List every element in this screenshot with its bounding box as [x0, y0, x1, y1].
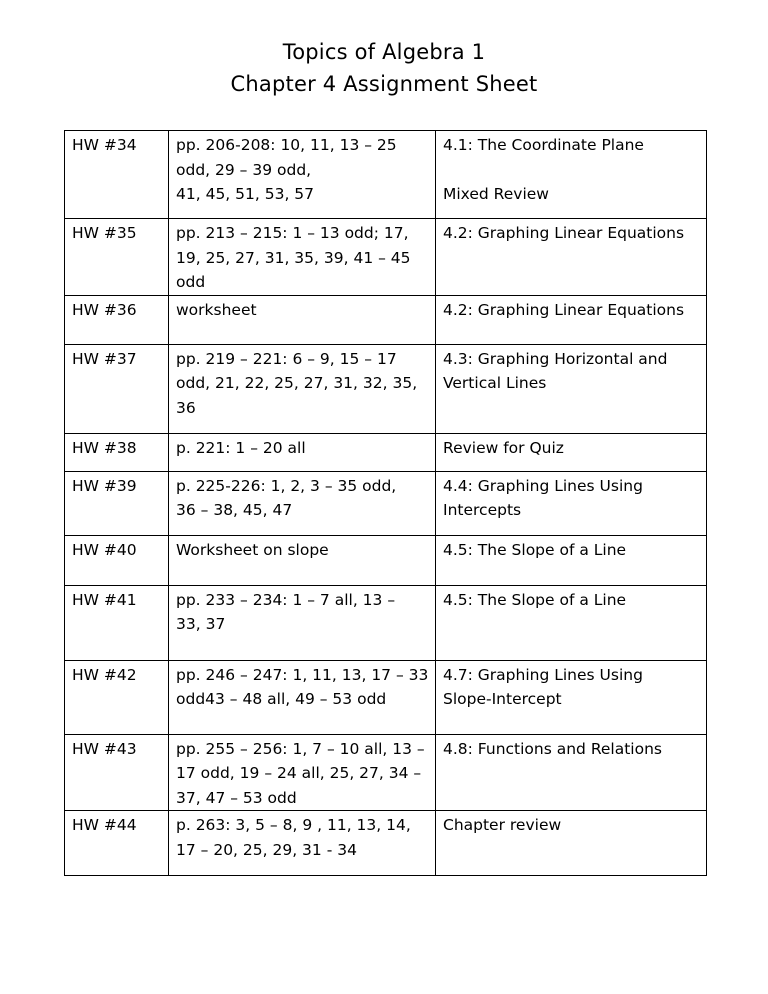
section-line: Mixed Review — [443, 185, 549, 203]
hw-number: HW #35 — [72, 224, 137, 242]
pages-cell — [169, 585, 436, 660]
section-line: 4.5: The Slope of a Line — [443, 590, 627, 609]
assignment-row — [65, 811, 707, 876]
hw-number-cell — [65, 131, 169, 219]
pages-cell — [169, 734, 436, 811]
pages-line: worksheet — [176, 300, 257, 319]
section-cell — [436, 660, 707, 734]
pages-line: 41, 45, 51, 53, 57 — [176, 185, 315, 203]
hw-number: HW #34 — [72, 136, 137, 154]
pages-line: p. 221: 1 – 20 all — [176, 438, 306, 457]
pages-line: pp. 246 – 247: 1, 11, 13, 17 – 33 — [176, 665, 429, 684]
hw-number-cell — [65, 471, 169, 535]
pages-line: 19, 25, 27, 31, 35, 39, 41 – 45 — [176, 248, 411, 267]
assignment-row — [65, 660, 707, 734]
assignment-row — [65, 535, 707, 585]
assignment-row — [65, 344, 707, 433]
section-line — [443, 158, 700, 183]
assignment-row — [65, 471, 707, 535]
section-cell — [436, 219, 707, 296]
pages-line: odd, 21, 22, 25, 27, 31, 32, 35, — [176, 374, 418, 392]
section-line: 4.5: The Slope of a Line — [443, 540, 627, 559]
hw-number-cell — [65, 344, 169, 433]
section-line: 4.1: The Coordinate Plane — [443, 136, 644, 154]
section-cell — [436, 131, 707, 219]
section-line: Slope-Intercept — [443, 690, 562, 708]
section-cell — [436, 811, 707, 876]
pages-line: pp. 255 – 256: 1, 7 – 10 all, 13 – — [176, 739, 425, 758]
pages-line: 36 – 38, 45, 47 — [176, 501, 293, 519]
section-cell — [436, 433, 707, 471]
hw-number: HW #41 — [72, 590, 137, 609]
assignment-row — [65, 433, 707, 471]
pages-line: 17 – 20, 25, 29, 31 - 34 — [176, 840, 357, 859]
pages-line: pp. 233 – 234: 1 – 7 all, 13 – — [176, 590, 396, 609]
assignment-table — [64, 130, 707, 876]
pages-line: 37, 47 – 53 odd — [176, 788, 297, 807]
section-cell — [436, 471, 707, 535]
document-subtitle: Chapter 4 Assignment Sheet — [230, 72, 538, 96]
hw-number: HW #39 — [72, 476, 137, 495]
section-cell — [436, 734, 707, 811]
pages-line: odd, 29 – 39 odd, — [176, 160, 312, 179]
pages-cell — [169, 660, 436, 734]
pages-line: 17 odd, 19 – 24 all, 25, 27, 34 – — [176, 764, 422, 782]
hw-number-cell — [65, 433, 169, 471]
section-line: 4.7: Graphing Lines Using — [443, 665, 643, 684]
section-line: Chapter review — [443, 816, 562, 834]
hw-number: HW #42 — [72, 665, 137, 684]
assignment-row — [65, 734, 707, 811]
pages-cell — [169, 344, 436, 433]
pages-cell — [169, 811, 436, 876]
pages-cell — [169, 433, 436, 471]
section-line: Intercepts — [443, 501, 522, 519]
hw-number: HW #44 — [72, 816, 137, 834]
section-line: 4.2: Graphing Linear Equations — [443, 300, 685, 319]
section-line: 4.3: Graphing Horizontal and — [443, 349, 668, 368]
hw-number: HW #40 — [72, 540, 137, 559]
section-cell — [436, 344, 707, 433]
section-cell — [436, 585, 707, 660]
hw-number-cell — [65, 660, 169, 734]
pages-line: pp. 206-208: 10, 11, 13 – 25 — [176, 136, 397, 154]
assignment-row — [65, 585, 707, 660]
pages-cell — [169, 535, 436, 585]
section-cell — [436, 295, 707, 344]
hw-number: HW #43 — [72, 739, 137, 758]
pages-line: pp. 219 – 221: 6 – 9, 15 – 17 — [176, 349, 397, 368]
section-line: 4.2: Graphing Linear Equations — [443, 224, 685, 242]
pages-line: 36 — [176, 398, 196, 417]
assignment-row — [65, 131, 707, 219]
section-line: 4.8: Functions and Relations — [443, 739, 662, 758]
section-cell — [436, 535, 707, 585]
hw-number-cell — [65, 535, 169, 585]
pages-line: odd43 – 48 all, 49 – 53 odd — [176, 690, 387, 708]
section-line: Review for Quiz — [443, 438, 564, 457]
pages-line: p. 263: 3, 5 – 8, 9 , 11, 13, 14, — [176, 816, 411, 834]
section-line: Vertical Lines — [443, 374, 547, 392]
assignment-table-body — [65, 131, 707, 876]
hw-number: HW #37 — [72, 349, 137, 368]
assignment-row — [65, 219, 707, 296]
document-title: Topics of Algebra 1 — [282, 40, 486, 64]
assignment-row — [65, 295, 707, 344]
pages-line: odd — [176, 273, 206, 291]
pages-cell — [169, 471, 436, 535]
pages-cell — [169, 219, 436, 296]
hw-number-cell — [65, 585, 169, 660]
hw-number: HW #38 — [72, 438, 137, 457]
hw-number-cell — [65, 811, 169, 876]
document-header — [0, 36, 768, 100]
section-line: 4.4: Graphing Lines Using — [443, 476, 643, 495]
pages-line: pp. 213 – 215: 1 – 13 odd; 17, — [176, 224, 409, 242]
hw-number-cell — [65, 734, 169, 811]
pages-line: Worksheet on slope — [176, 540, 329, 559]
pages-line: p. 225-226: 1, 2, 3 – 35 odd, — [176, 476, 397, 495]
hw-number: HW #36 — [72, 300, 137, 319]
hw-number-cell — [65, 219, 169, 296]
pages-cell — [169, 131, 436, 219]
pages-cell — [169, 295, 436, 344]
pages-line: 33, 37 — [176, 615, 226, 633]
hw-number-cell — [65, 295, 169, 344]
